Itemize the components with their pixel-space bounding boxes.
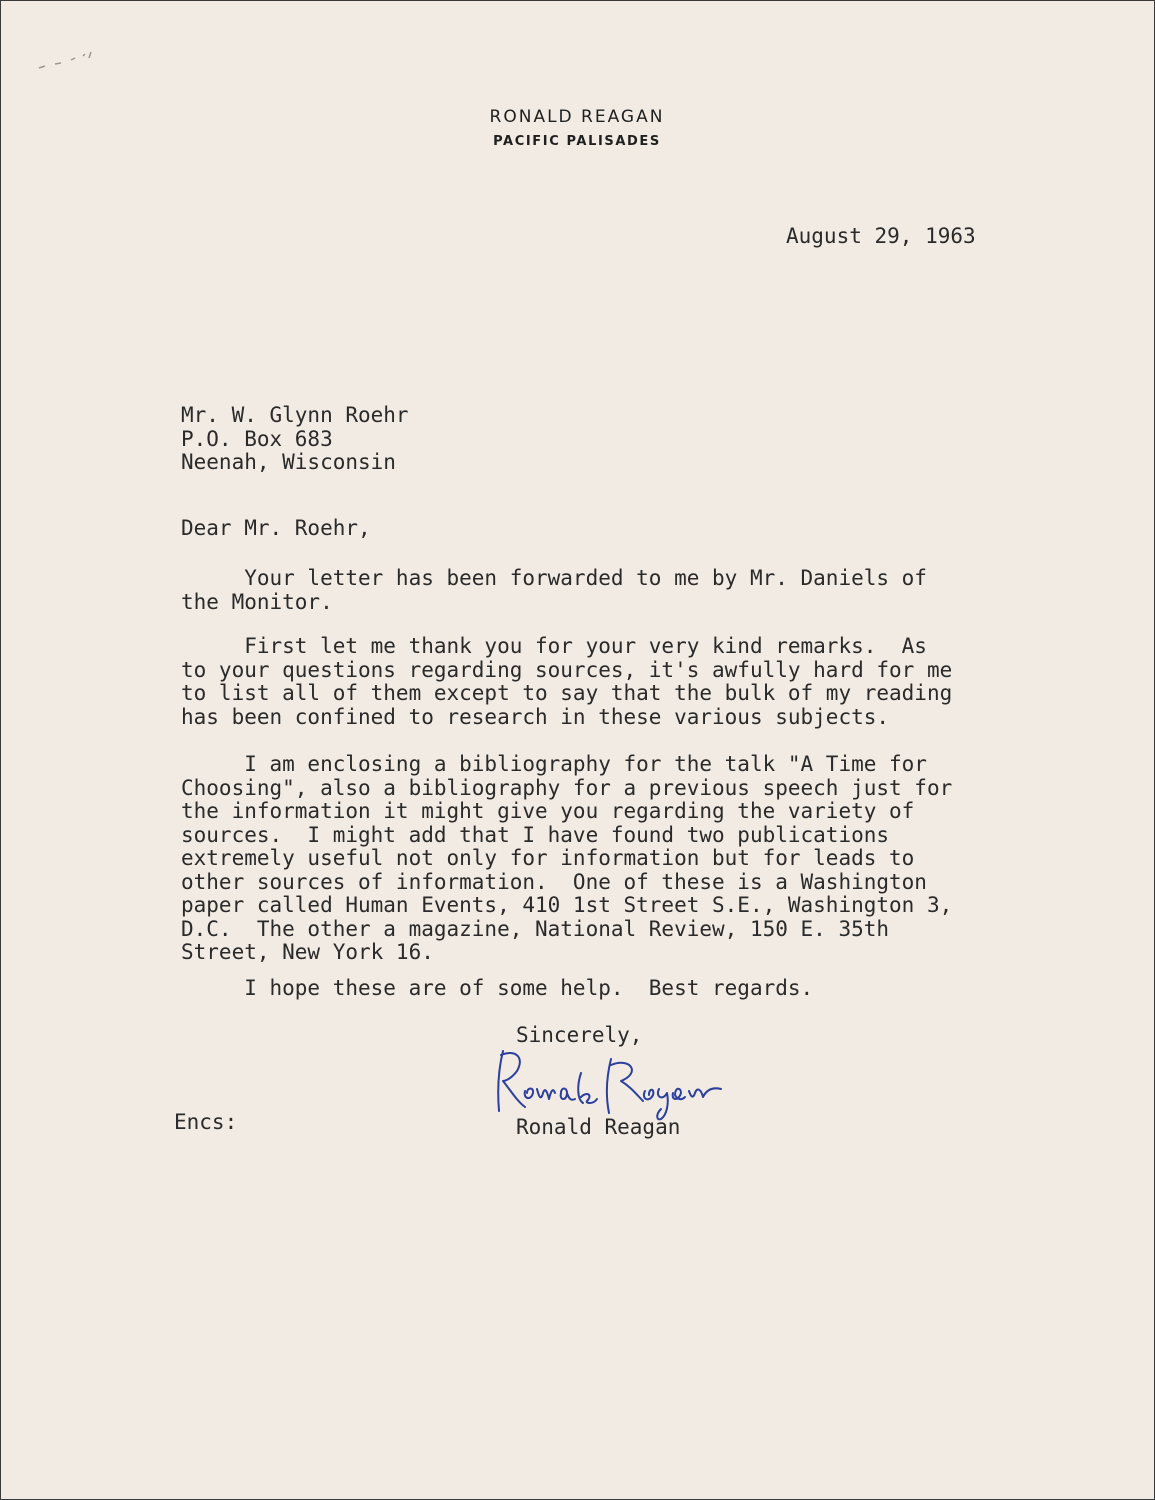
closing: Sincerely, — [516, 1023, 643, 1047]
paragraph-line: I hope these are of some help. Best regards. — [181, 976, 814, 1000]
handwritten-signature — [481, 1043, 741, 1123]
signer-name: Ronald Reagan — [516, 1115, 681, 1139]
letterhead-name: RONALD REAGAN — [489, 107, 665, 127]
body-paragraph — [181, 567, 927, 614]
recipient-line: P.O. Box 683 — [181, 426, 333, 451]
recipient-address — [181, 404, 409, 475]
salutation: Dear Mr. Roehr, — [181, 516, 371, 540]
paragraph-line: Choosing", also a bibliography for a previous speech just for — [181, 775, 953, 800]
letter-date: August 29, 1963 — [786, 224, 976, 248]
enclosures-notation: Encs: — [174, 1110, 238, 1134]
recipient-line: Neenah, Wisconsin — [181, 450, 396, 474]
paragraph-line: to list all of them except to say that the bulk of my reading — [181, 681, 953, 705]
body-paragraph — [181, 753, 952, 965]
body-paragraph — [181, 635, 952, 729]
paragraph-line: I am enclosing a bibliography for the talk "A Time for — [181, 752, 927, 776]
paragraph-line: Street, New York 16. — [181, 940, 434, 964]
paragraph-line: First let me thank you for your very kind remarks. As — [181, 634, 927, 658]
paragraph-line: to your questions regarding sources, it's awfully hard for me — [181, 657, 953, 682]
paragraph-line: the information it might give you regarding the variety of — [181, 799, 915, 823]
paragraph-line: sources. I might add that I have found two publications — [181, 822, 890, 847]
paragraph-line: the Monitor. — [181, 589, 333, 614]
paragraph-line: D.C. The other a magazine, National Review, 150 E. 35th — [181, 916, 890, 941]
letterhead-place: PACIFIC PALISADES — [493, 134, 661, 149]
paragraph-line: other sources of information. One of these is a Washington — [181, 869, 927, 894]
paragraph-line: has been confined to research in these various subjects. — [181, 704, 890, 729]
recipient-line: Mr. W. Glynn Roehr — [181, 403, 409, 427]
paragraph-line: Your letter has been forwarded to me by Mr. Daniels of — [181, 566, 927, 590]
paragraph-line: paper called Human Events, 410 1st Street S.E., Washington 3, — [181, 893, 953, 917]
paper-mark-decoration — [31, 46, 101, 76]
paragraph-line: extremely useful not only for information but for leads to — [181, 846, 915, 870]
body-paragraph — [181, 977, 813, 1001]
